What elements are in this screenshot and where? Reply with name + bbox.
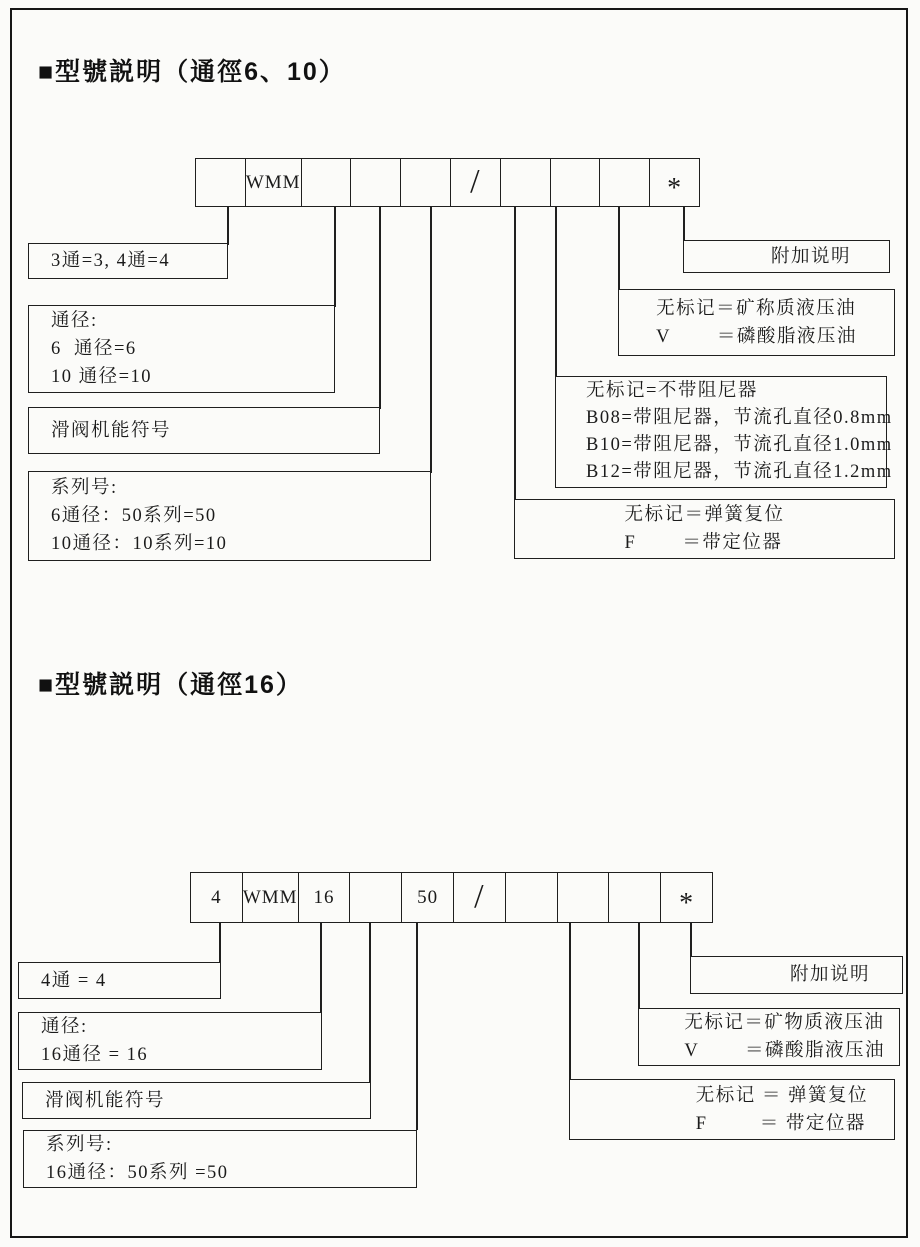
box-text: 无标记＝弹簧复位 [624, 505, 785, 525]
box-extra-2 [690, 956, 903, 994]
box-text: 通径: [51, 311, 98, 331]
code-cell [551, 159, 601, 206]
connector-line [227, 207, 229, 245]
box-text: F ＝带定位器 [624, 533, 783, 553]
code-cell [501, 159, 551, 206]
model-code-row-1 [195, 158, 700, 207]
connector-line [334, 207, 336, 307]
connector-line [430, 207, 432, 473]
box-size-1 [28, 305, 335, 393]
box-text: 无标记＝矿称质液压油 [656, 298, 857, 319]
connector-line [638, 923, 640, 1010]
box-text: 滑阀机能符号 [45, 1090, 166, 1111]
connector-line [555, 207, 557, 378]
box-text: B08=带阻尼器，节流孔直径0.8mm [586, 408, 893, 428]
connector-line [569, 923, 571, 1079]
box-text: 附加说明 [789, 965, 870, 985]
connector-line [690, 923, 692, 958]
box-text: F ＝ 带定位器 [695, 1113, 866, 1134]
box-text: 通径: [41, 1017, 88, 1037]
box-size-2 [18, 1012, 322, 1070]
box-text: B10=带阻尼器，节流孔直径1.0mm [586, 435, 893, 455]
code-cell [401, 159, 451, 206]
box-extra-1 [683, 240, 890, 273]
code-cell-slash: / [451, 159, 501, 206]
asterisk: * [679, 887, 695, 919]
box-spool-1 [28, 407, 380, 454]
box-text: 10通径：10系列=10 [51, 534, 228, 554]
box-ways-1 [28, 243, 228, 279]
connector-line [320, 923, 322, 1012]
box-text: 附加说明 [770, 246, 851, 267]
box-text: 滑阀机能符号 [51, 420, 172, 441]
connector-line [416, 923, 418, 1130]
box-text: 无标记＝矿物质液压油 [684, 1013, 885, 1033]
box-text: V ＝磷酸脂液压油 [684, 1041, 885, 1061]
box-text: 3通=3, 4通=4 [51, 251, 171, 271]
section1-title: ■型號説明（通徑6、10） [38, 58, 346, 86]
code-cell [506, 873, 558, 922]
code-cell: 16 [299, 873, 351, 922]
connector-line [514, 207, 516, 501]
model-code-row-2 [190, 872, 713, 923]
box-text: 6通径：50系列=50 [51, 506, 217, 526]
box-text: B12=带阻尼器，节流孔直径1.2mm [586, 462, 893, 482]
box-text: V ＝磷酸脂液压油 [656, 326, 857, 347]
box-reset-2 [569, 1079, 895, 1140]
box-text: 无标记=不带阻尼器 [586, 381, 758, 401]
code-cell [351, 159, 401, 206]
box-ways-2 [18, 962, 221, 999]
code-cell [600, 159, 650, 206]
code-cell: WMM [243, 873, 299, 922]
code-cell [350, 873, 402, 922]
box-fluid-2 [638, 1008, 900, 1066]
box-reset-1 [514, 499, 895, 559]
code-cell: WMM [246, 159, 302, 206]
code-cell-asterisk [650, 159, 699, 206]
connector-line [379, 207, 381, 409]
box-spool-2 [22, 1082, 371, 1119]
code-cell [558, 873, 610, 922]
code-cell: 4 [191, 873, 243, 922]
section2-title: ■型號説明（通徑16） [38, 671, 303, 699]
box-text: 16通径 = 16 [41, 1045, 149, 1065]
box-text: 系列号: [51, 478, 118, 498]
connector-line [369, 923, 371, 1083]
box-text: 4通 = 4 [41, 970, 107, 991]
code-cell [196, 159, 246, 206]
connector-line [618, 207, 620, 291]
box-text: 6 通径=6 [51, 339, 137, 359]
box-damper-1 [555, 376, 893, 488]
box-series-1 [28, 471, 431, 561]
code-cell-asterisk [661, 873, 712, 922]
box-fluid-1 [618, 289, 895, 356]
code-cell-slash: / [454, 873, 506, 922]
box-text: 无标记 ＝ 弹簧复位 [695, 1085, 868, 1106]
code-cell [302, 159, 352, 206]
box-text: 系列号: [46, 1135, 113, 1155]
box-text: 10 通径=10 [51, 367, 153, 387]
box-series-2 [23, 1130, 417, 1188]
connector-line [683, 207, 685, 242]
code-cell [609, 873, 661, 922]
box-text: 16通径：50系列 =50 [46, 1163, 229, 1183]
connector-line [219, 923, 221, 962]
asterisk: * [667, 172, 683, 204]
code-cell: 50 [402, 873, 454, 922]
